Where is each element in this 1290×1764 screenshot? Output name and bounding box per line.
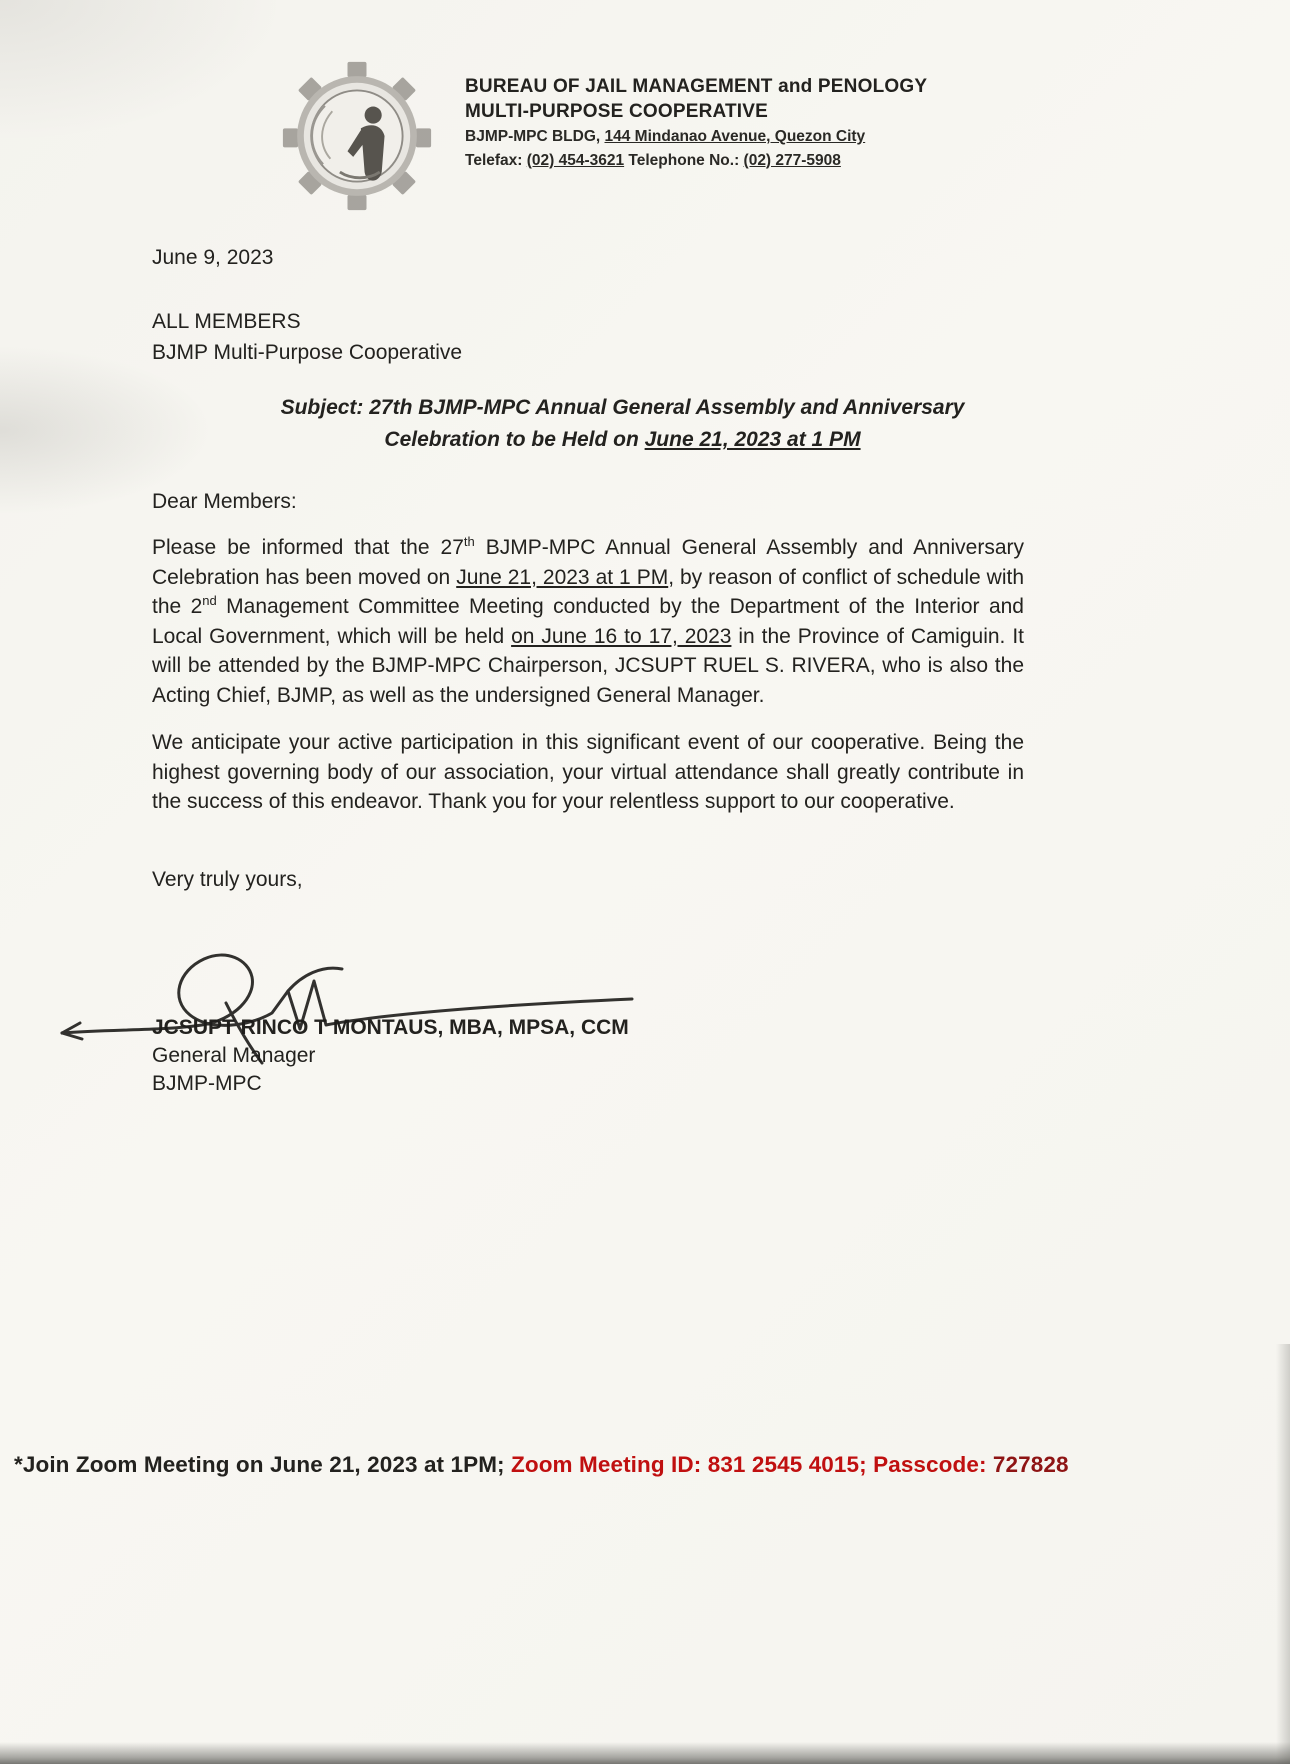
body-paragraph-1: Please be informed that the 27th BJMP-MPC Annual General Assembly and Anniversary Celebration has been moved on June 21, 2023 at 1 PM, by reason of conflict of schedule with the 2nd Management Committee Meeting conducted by the Department of the Interior and Local Government, which will be held on June 16 to 17, 2023 in the Province of Camiguin. It will be attended by the BJMP-MPC Chairperson, JCSUPT RUEL S. RIVERA, who is also the Acting Chief, BJMP, as well as the undersigned General Manager. bbox=[152, 534, 1024, 707]
signature-ink-icon bbox=[50, 935, 650, 1070]
body-paragraph-2: We anticipate your active participation in this significant event of our cooperative. Being the highest governing body of our association, your virtual attendance shall greatly contribute in the success of this endeavor. Thank you for your relentless support to our cooperative. bbox=[152, 731, 1024, 813]
subject-line2: Celebration to be Held on June 21, 2023 at 1 PM bbox=[384, 428, 861, 451]
signature-scribble bbox=[50, 935, 650, 1070]
org-name-line1: BUREAU OF JAIL MANAGEMENT and PENOLOGY bbox=[465, 76, 928, 97]
scan-edge-shadow bbox=[1276, 1344, 1290, 1764]
zoom-footnote: *Join Zoom Meeting on June 21, 2023 at 1PM; Zoom Meeting ID: 831 2545 4015; Passcode: 727828 bbox=[14, 1452, 1069, 1477]
org-name-line2: MULTI-PURPOSE COOPERATIVE bbox=[465, 101, 769, 123]
bjmp-seal-icon bbox=[278, 60, 436, 212]
subject-block bbox=[90, 392, 1155, 456]
closing-line: Very truly yours, bbox=[152, 868, 303, 891]
subject-line1: Subject: 27th BJMP-MPC Annual General Assembly and Anniversary bbox=[280, 396, 965, 419]
scan-bottom-shadow bbox=[0, 1742, 1290, 1764]
salutation: Dear Members: bbox=[152, 490, 297, 513]
recipient-block bbox=[152, 306, 462, 368]
contact-line: Telefax: (02) 454-3621 Telephone No.: (02) 277-5908 bbox=[465, 151, 841, 169]
address-line: BJMP-MPC BLDG, 144 Mindanao Avenue, Quezon City bbox=[465, 128, 866, 146]
recipient-line2: BJMP Multi-Purpose Cooperative bbox=[152, 341, 463, 364]
bjmp-mpc-seal-logo bbox=[278, 60, 436, 212]
signatory-title: General Manager bbox=[152, 1044, 316, 1067]
signatory-name: JCSUPT RINCO T MONTAUS, MBA, MPSA, CCM bbox=[152, 1016, 629, 1039]
date-line: June 9, 2023 bbox=[152, 246, 274, 269]
recipient-line1: ALL MEMBERS bbox=[152, 310, 301, 333]
signatory-org: BJMP-MPC bbox=[152, 1072, 262, 1095]
letterhead-text bbox=[465, 74, 1025, 171]
